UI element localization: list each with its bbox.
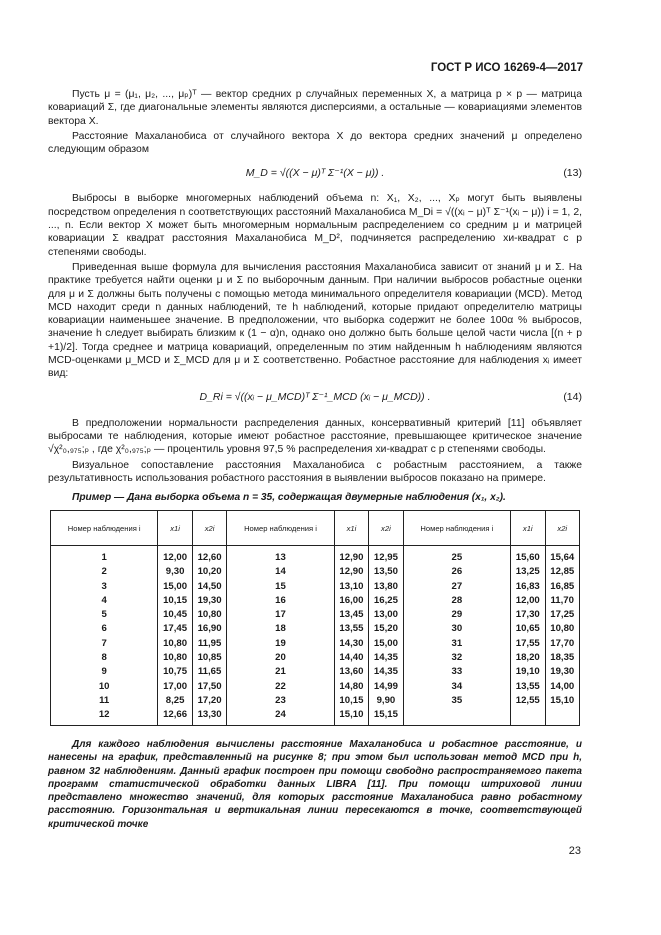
table-row [51, 679, 580, 693]
table-cell: 3 [51, 579, 158, 593]
example-caption: Пример — Дана выборка объема n = 35, содержащая двумерные наблюдения (x₁, x₂). [72, 492, 506, 504]
table-row [51, 708, 580, 726]
table-cell: 15,15 [369, 708, 403, 726]
header-x2: x2i [369, 511, 403, 546]
formula-14-number: (14) [563, 390, 582, 403]
table-cell: 19,30 [192, 593, 226, 607]
table-cell: 10,15 [158, 593, 192, 607]
table-cell: 13,45 [334, 608, 368, 622]
table-cell: 15,10 [545, 693, 580, 707]
table-cell: 12,55 [511, 693, 545, 707]
table-row [51, 565, 580, 579]
table-cell: 9,30 [158, 565, 192, 579]
table-cell: 10,65 [511, 622, 545, 636]
paragraph-criterion: В предположении нормальности распределения данных, консервативный критерий [11] объявляет выбросами те наблюдения, которые имеют робастное расстояние, превышающее критическое значение √χ²₀,₉₇₅;ₚ , где χ²₀,₉₇₅;ₚ — процентиль уровня 97,5 % распределения хи-квадрат с p степенями свободы. [48, 417, 582, 456]
table-cell: 11,95 [192, 636, 226, 650]
table-cell: 19 [227, 636, 334, 650]
table-row [51, 593, 580, 607]
paragraph-visual-comparison: Визуальное сопоставление расстояния Махаланобиса с робастным расстоянием, а также результативность использования робастного расстояния в выявлении выбросов показано на примере. [48, 459, 582, 484]
table-cell [511, 708, 545, 726]
table-cell: 13,25 [511, 565, 545, 579]
table-cell: 17,45 [158, 622, 192, 636]
table-cell: 17 [227, 608, 334, 622]
header-observation-number: Номер наблюдения i [403, 511, 510, 546]
table-cell: 13,30 [192, 708, 226, 726]
table-row [51, 579, 580, 593]
observations-table [50, 510, 580, 726]
table-cell [545, 708, 580, 726]
table-cell: 13,55 [334, 622, 368, 636]
table-row [51, 546, 580, 565]
header-x1: x1i [158, 511, 192, 546]
table-cell: 4 [51, 593, 158, 607]
table-cell: 15,10 [334, 708, 368, 726]
table-cell: 17,30 [511, 608, 545, 622]
table-cell: 16,85 [545, 579, 580, 593]
table-cell: 14 [227, 565, 334, 579]
document-header: ГОСТ Р ИСО 16269-4—2017 [430, 62, 583, 74]
table-cell [403, 708, 510, 726]
table-cell: 17,20 [192, 693, 226, 707]
table-cell: 15,20 [369, 622, 403, 636]
header-x1: x1i [334, 511, 368, 546]
table-cell: 10,80 [158, 651, 192, 665]
table-cell: 15,00 [158, 579, 192, 593]
table-cell: 11 [51, 693, 158, 707]
table-cell: 14,80 [334, 679, 368, 693]
formula-13-number: (13) [563, 166, 582, 179]
page-number: 23 [568, 845, 581, 857]
table-cell: 10,20 [192, 565, 226, 579]
table-cell: 27 [403, 579, 510, 593]
table-cell: 25 [403, 546, 510, 565]
table-cell: 20 [227, 651, 334, 665]
table-cell: 16 [227, 593, 334, 607]
table-cell: 8,25 [158, 693, 192, 707]
table-cell: 17,00 [158, 679, 192, 693]
table-cell: 17,70 [545, 636, 580, 650]
table-cell: 10,75 [158, 665, 192, 679]
table-cell: 14,50 [192, 579, 226, 593]
table-cell: 17,50 [192, 679, 226, 693]
table-cell: 12 [51, 708, 158, 726]
table-cell: 10 [51, 679, 158, 693]
table-cell: 10,80 [192, 608, 226, 622]
table-cell: 12,90 [334, 546, 368, 565]
formula-13 [48, 158, 582, 188]
table-cell: 22 [227, 679, 334, 693]
table-cell: 13,60 [334, 665, 368, 679]
table-cell: 30 [403, 622, 510, 636]
table-cell: 26 [403, 565, 510, 579]
table-cell: 7 [51, 636, 158, 650]
table-cell: 13 [227, 546, 334, 565]
table-cell: 10,85 [192, 651, 226, 665]
table-cell: 9,90 [369, 693, 403, 707]
table-cell: 28 [403, 593, 510, 607]
table-cell: 13,50 [369, 565, 403, 579]
table-cell: 10,15 [334, 693, 368, 707]
table-cell: 14,99 [369, 679, 403, 693]
table-body [51, 546, 580, 726]
table-cell: 15,00 [369, 636, 403, 650]
paragraph-mcd-method: Приведенная выше формула для вычисления расстояния Махаланобиса зависит от знаний μ и Σ. На практике требуется найти оценки μ и Σ по выборочным данным. При наличии выбросов робастные оценки для μ и Σ должны быть получены с помощью метода минимального определителя ковариации (MCD). Метод MCD находит среди n данных наблюдений, те h наблюдений, которые придают определителю матрицы ковариации наименьшее значение. В предположении, что выборка содержит не более 100α % выбросов, значение h следует выбирать близким к (1 − α)n, однако оно должно быть больше целой части числа [(n + p +1)/2]. Тогда среднее и матрица ковариаций, определенным по этим найденным h наблюдениям являются MCD-оценками μ_MCD и Σ_MCD для μ и Σ соответственно. Робастное расстояние для наблюдения xᵢ имеет вид: [48, 261, 582, 380]
table-row [51, 622, 580, 636]
table-cell: 11,65 [192, 665, 226, 679]
table-cell: 14,35 [369, 665, 403, 679]
table-cell: 10,80 [158, 636, 192, 650]
table-cell: 12,95 [369, 546, 403, 565]
table-cell: 21 [227, 665, 334, 679]
table-header-row [51, 511, 580, 546]
table-cell: 14,35 [369, 651, 403, 665]
paragraph-mean-vector: Пусть μ = (μ₁, μ₂, ..., μₚ)ᵀ — вектор средних p случайных переменных X, а матрица p × p — матрица ковариаций Σ, где диагональные элементы являются дисперсиями, а остальные — ковариациями элементов вектора X. [48, 89, 582, 127]
table-cell: 12,00 [158, 546, 192, 565]
table-cell: 19,10 [511, 665, 545, 679]
table-cell: 16,00 [334, 593, 368, 607]
table-cell: 12,90 [334, 565, 368, 579]
table-cell: 29 [403, 608, 510, 622]
table-cell: 14,30 [334, 636, 368, 650]
table-cell: 31 [403, 636, 510, 650]
table-row [51, 693, 580, 707]
header-x1: x1i [511, 511, 545, 546]
table-cell: 2 [51, 565, 158, 579]
table-cell: 10,80 [545, 622, 580, 636]
table-cell: 15,60 [511, 546, 545, 565]
paragraph-mahalanobis-definition: Расстояние Махаланобиса от случайного вектора X до вектора средних значений μ определено следующим образом [48, 130, 582, 156]
paragraph-outliers: Выбросы в выборке многомерных наблюдений объема n: X₁, X₂, ..., Xₚ могут быть выявлены посредством определения n соответствующих расстояний Махаланобиса M_Di = √((xᵢ − μ)ᵀ Σ⁻¹(xᵢ − μ)) i = 1, 2, ..., n. Если вектор X может быть многомерным нормальным распределением со средним μ и матрицей ковариации Σ квадрат расстояния Махаланобиса M_D², подчиняется распределению хи-квадрат с p степенями свободы. [48, 193, 582, 258]
table-cell: 16,90 [192, 622, 226, 636]
table-cell: 11,70 [545, 593, 580, 607]
formula-13-expression: M_D = √((X − μ)ᵀ Σ⁻¹(X − μ)) . [245, 166, 385, 179]
table-cell: 13,00 [369, 608, 403, 622]
table-cell: 5 [51, 608, 158, 622]
header-observation-number: Номер наблюдения i [227, 511, 334, 546]
table-cell: 17,55 [511, 636, 545, 650]
header-observation-number: Номер наблюдения i [51, 511, 158, 546]
table-cell: 32 [403, 651, 510, 665]
table-cell: 14,40 [334, 651, 368, 665]
table-cell: 1 [51, 546, 158, 565]
table-cell: 13,55 [511, 679, 545, 693]
table-cell: 19,30 [545, 665, 580, 679]
table-cell: 10,45 [158, 608, 192, 622]
header-x2: x2i [192, 511, 226, 546]
table-cell: 34 [403, 679, 510, 693]
table-cell: 8 [51, 651, 158, 665]
table-cell: 18,35 [545, 651, 580, 665]
table-cell: 13,10 [334, 579, 368, 593]
note-paragraph: Для каждого наблюдения вычислены расстояние Махаланобиса и робастное расстояние, и нанесены на график, представленный на рисунке 8; при этом был использован метод MCD при h, равном 32 наблюдениям. Данный график построен при помощи свободно распространяемого пакета программ статистической обработки данных LIBRA [11]. При помощи штриховой линии представлено множество значений, для которых расстояние Махаланобиса равно робастному расстоянию. Горизонтальная и вертикальная линии пересекаются в точке, соответствующей критической точке [48, 738, 582, 830]
table-cell: 6 [51, 622, 158, 636]
table-cell: 24 [227, 708, 334, 726]
table-cell: 12,60 [192, 546, 226, 565]
table-cell: 12,85 [545, 565, 580, 579]
table-cell: 14,00 [545, 679, 580, 693]
page-content [48, 88, 582, 831]
table-row [51, 636, 580, 650]
table-cell: 13,80 [369, 579, 403, 593]
table-cell: 9 [51, 665, 158, 679]
table-cell: 16,83 [511, 579, 545, 593]
table-cell: 17,25 [545, 608, 580, 622]
header-x2: x2i [545, 511, 580, 546]
table-cell: 18,20 [511, 651, 545, 665]
table-cell: 12,00 [511, 593, 545, 607]
table-cell: 16,25 [369, 593, 403, 607]
table-cell: 35 [403, 693, 510, 707]
table-cell: 12,66 [158, 708, 192, 726]
table-cell: 18 [227, 622, 334, 636]
table-cell: 15,64 [545, 546, 580, 565]
table-row [51, 665, 580, 679]
table-cell: 23 [227, 693, 334, 707]
formula-14-expression: D_Ri = √((xᵢ − μ_MCD)ᵀ Σ⁻¹_MCD (xᵢ − μ_MCD)) . [199, 390, 431, 403]
formula-14 [48, 383, 582, 413]
table-row [51, 651, 580, 665]
table-cell: 33 [403, 665, 510, 679]
table-cell: 15 [227, 579, 334, 593]
table-row [51, 608, 580, 622]
